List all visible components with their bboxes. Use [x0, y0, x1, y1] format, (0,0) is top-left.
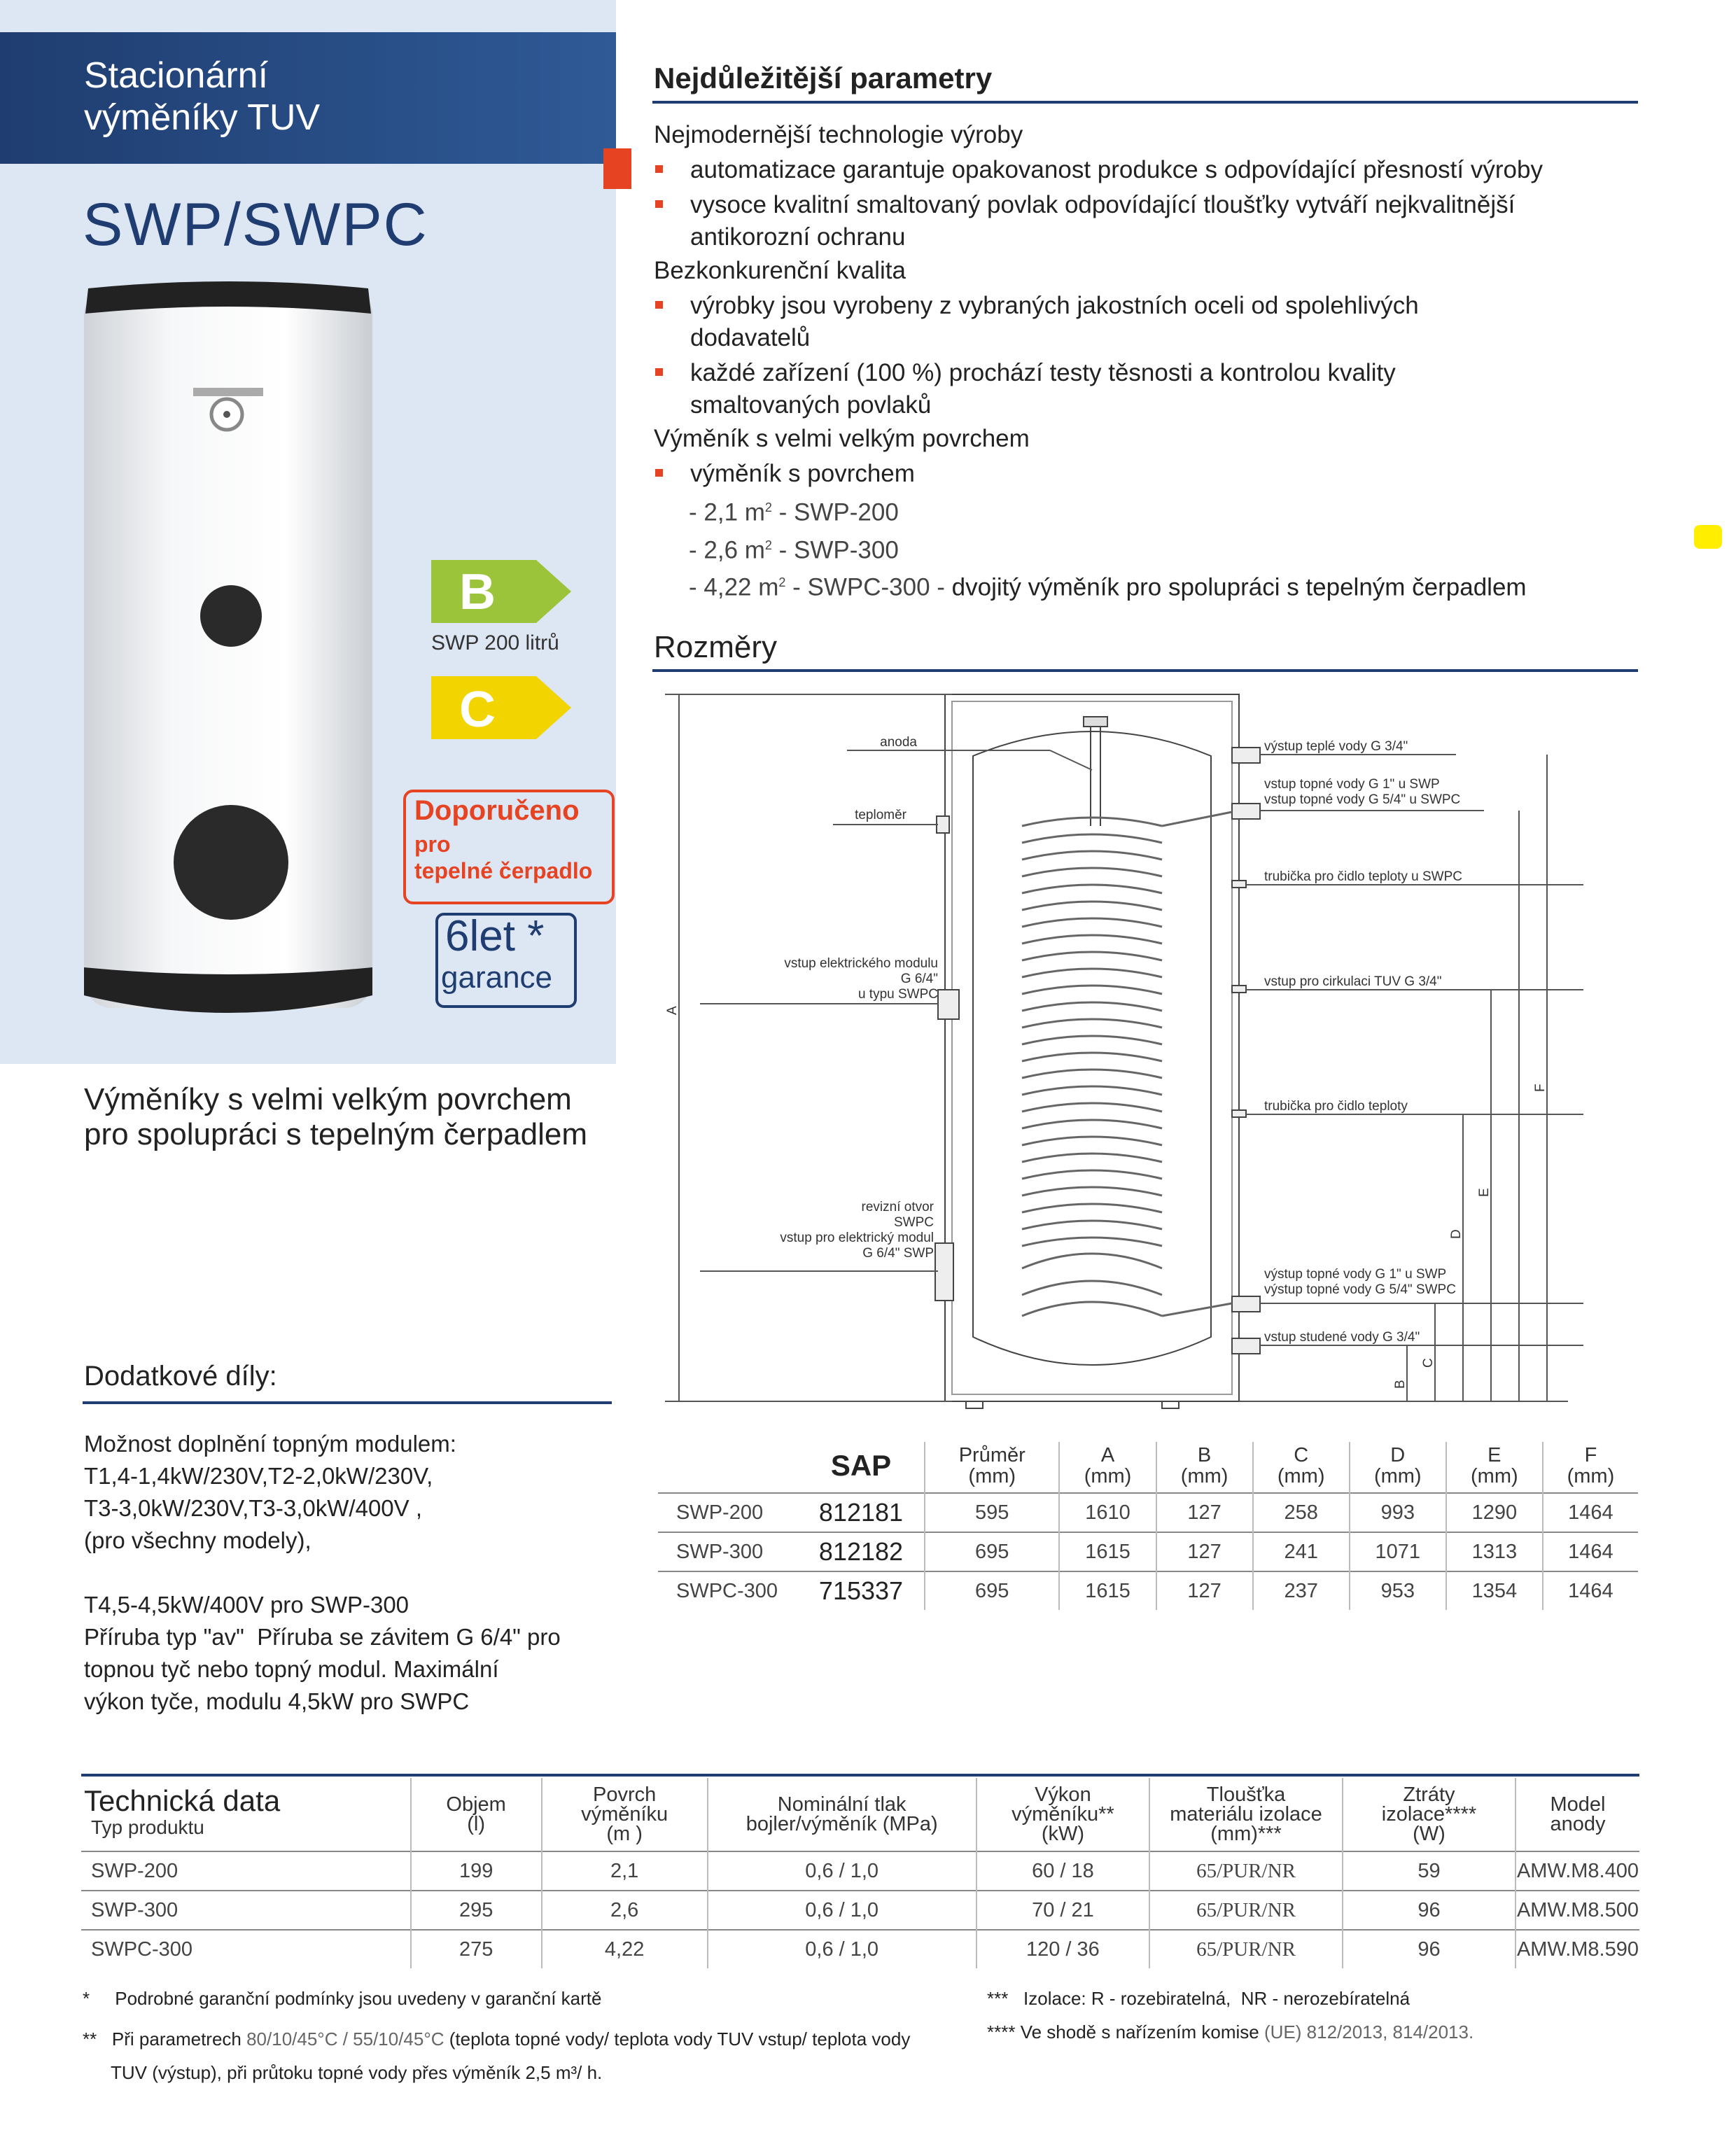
list-item: výrobky jsou vyrobeny z vybraných jakostních oceli od spolehlivých dodavatelů [654, 290, 1648, 354]
dimension-diagram [658, 686, 1652, 1414]
accessories-text [84, 1428, 561, 1718]
accessories-title: Dodatkové díly: [84, 1361, 277, 1392]
dimensions-table [658, 1442, 1638, 1610]
column-header: D (mm) [1350, 1442, 1446, 1493]
dims-divider [652, 669, 1638, 672]
footnote: * Podrobné garanční podmínky jsou uvedeny v garanční kartě [83, 1988, 602, 2009]
params-section: Bezkonkurenční kvalita [654, 257, 906, 284]
diagram-label: SWPC [894, 1215, 934, 1230]
diagram-label: vstup studené vody G 3/4" [1264, 1330, 1420, 1345]
table-row: SWPC-300 715337 695 1615 127 237 953 1354 1464 [658, 1571, 1638, 1610]
surface-item: - 4,22 $m^2$ - SWPC-300 - dvojitý výměník pro spolupráci s tepelným čerpadlem [689, 573, 1527, 601]
surface-item: - 2,1 $m^2 - SWP-200$ [689, 498, 899, 526]
column-header: A (mm) [1059, 1442, 1156, 1493]
footnote: *** Izolace: R - rozebiratelná, NR - nerozebíratelná [987, 1988, 1410, 2009]
red-accent-square [603, 148, 631, 189]
left-tagline: Výměníky s velmi velkým povrchem pro spolupráci s tepelným čerpadlem [84, 1082, 588, 1151]
column-header: Nominální tlak bojler/výměník (MPa) [708, 1778, 976, 1851]
diagram-label: vstup elektrického modulu [784, 956, 938, 971]
column-header: C (mm) [1253, 1442, 1350, 1493]
dimension-letter-d: D [1449, 1229, 1464, 1239]
table-header-row [81, 1778, 1639, 1851]
dimension-letter-f: F [1533, 1084, 1548, 1092]
column-header: Průměr (mm) [925, 1442, 1059, 1493]
diagram-label: trubička pro čidlo teploty u SWPC [1264, 869, 1463, 884]
diagram-label: revizní otvor [861, 1200, 934, 1214]
diagram-label: G 6/4" SWP [862, 1246, 934, 1261]
tech-title: Technická data [84, 1784, 281, 1817]
energy-class-b-label: B [459, 564, 496, 620]
energy-class-c-icon [431, 676, 571, 739]
diagram-label: G 6/4" [900, 972, 938, 986]
water-heater-image [81, 281, 375, 1023]
column-header: Ztráty izolace**** (W) [1343, 1778, 1516, 1851]
list-item: automatizace garantuje opakovanost produkce s odpovídající přesností výroby [654, 154, 1648, 186]
dimension-letter-c: C [1421, 1358, 1436, 1368]
energy-class-b-icon [431, 560, 571, 623]
dims-title: Rozměry [654, 630, 778, 664]
accessories-line: Možnost doplnění topným modulem: [84, 1431, 456, 1457]
list-item: výměník s povrchem [654, 458, 1648, 490]
dimension-letter-a: A [665, 1006, 680, 1015]
accessories-line: (pro všechny modely), [84, 1527, 312, 1553]
diagram-label: výstup topné vody G 1" u SWP [1264, 1267, 1447, 1282]
accessories-divider [83, 1401, 612, 1404]
logo-icon [193, 388, 263, 396]
diagram-label: výstup teplé vody G 3/4" [1264, 739, 1408, 754]
diagram-label: vstup topné vody G 1" u SWP [1264, 777, 1440, 792]
technical-data-table [81, 1778, 1639, 1968]
table-row: SWP-300 812182 695 1615 127 241 1071 1313 1464 [658, 1532, 1638, 1571]
table-row: SWP-300 295 2,6 0,6 / 1,0 70 / 21 65/PUR/NR 96 AMW.M8.500 [81, 1891, 1639, 1930]
diagram-label: anoda [880, 735, 917, 750]
dimension-letter-e: E [1477, 1188, 1492, 1197]
accessories-line: T4,5-4,5kW/400V pro SWP-300 [84, 1592, 410, 1618]
params-section: Nejmodernější technologie výroby [654, 121, 1023, 148]
category-title: Stacionární výměníky TUV [84, 55, 321, 138]
bullet-icon [655, 200, 663, 208]
bullet-icon [655, 165, 663, 173]
footnote: TUV (výstup), při průtoku topné vody přes výměník 2,5 m³/ h. [111, 2062, 603, 2083]
yellow-marker [1694, 525, 1722, 549]
diagram-label: vstup topné vody G 5/4" u SWPC [1264, 792, 1461, 807]
params-list [654, 119, 1648, 604]
warranty-label: garance [441, 960, 553, 995]
list-item: každé zařízení (100 %) prochází testy těsnosti a kontrolou kvality smaltovaných povlaků [654, 357, 1648, 421]
params-title: Nejdůležitější parametry [654, 62, 993, 94]
model-title: SWP/SWPC [83, 191, 428, 258]
dimension-letter-b: B [1393, 1380, 1408, 1389]
recommend-line-2: tepelné čerpadlo [414, 858, 593, 883]
table-row: SWP-200 199 2,1 0,6 / 1,0 60 / 18 65/PUR/NR 59 AMW.M8.400 [81, 1851, 1639, 1891]
energy-class-c-label: C [459, 682, 496, 738]
footnote: ** Při parametrech 80/10/45°C / 55/10/45°C (teplota topné vody/ teplota vody TUV vstup/ teplota vody [83, 2029, 911, 2050]
column-header: F (mm) [1543, 1442, 1638, 1493]
table-row: SWP-200 812181 595 1610 127 258 993 1290 1464 [658, 1493, 1638, 1532]
table-header-row [658, 1442, 1638, 1493]
column-header: Model anody [1516, 1778, 1639, 1851]
column-header: Typ produktu [91, 1816, 204, 1838]
recommend-title: Doporučeno [414, 795, 580, 826]
column-header: B (mm) [1156, 1442, 1253, 1493]
diagram-label: teploměr [855, 808, 906, 822]
diagram-label: výstup topné vody G 5/4" SWPC [1264, 1282, 1456, 1297]
bullet-icon [655, 301, 663, 309]
diagram-label: u typu SWPC [858, 987, 938, 1002]
accessories-line: výkon tyče, modulu 4,5kW pro SWPC [84, 1688, 470, 1714]
bullet-icon [655, 368, 663, 376]
column-header: SAP [830, 1449, 892, 1482]
diagram-label: trubička pro čidlo teploty [1264, 1099, 1408, 1114]
energy-caption: SWP 200 litrů [431, 631, 559, 654]
accessories-line: Příruba typ "av" Příruba se závitem G 6/4" pro [84, 1624, 561, 1650]
list-item: vysoce kvalitní smaltovaný povlak odpovídající tloušťky vytváří nejkvalitnější antikorozní ochranu [654, 189, 1648, 253]
params-section: Výměník s velmi velkým povrchem [654, 425, 1030, 452]
accessories-line: T3-3,0kW/230V,T3-3,0kW/400V , [84, 1495, 422, 1521]
column-header: Objem (l) [411, 1778, 542, 1851]
accessories-line: T1,4-1,4kW/230V,T2-2,0kW/230V, [84, 1463, 433, 1489]
bullet-icon [655, 469, 663, 477]
tech-divider [81, 1774, 1639, 1777]
accessories-line [84, 1557, 561, 1589]
column-header: Tloušťka materiálu izolace (mm)*** [1149, 1778, 1343, 1851]
column-header: Povrch výměníku (m ) [542, 1778, 708, 1851]
params-divider [652, 101, 1638, 104]
surface-item: - 2,6 $m^2 - SWP-300$ [689, 536, 899, 564]
table-row: SWPC-300 275 4,22 0,6 / 1,0 120 / 36 65/PUR/NR 96 AMW.M8.590 [81, 1930, 1639, 1968]
recommend-line-1: pro [414, 832, 451, 857]
footnote: **** Ve shodě s nařízením komise (UE) 812/2013, 814/2013. [987, 2022, 1474, 2043]
diagram-label: vstup pro cirkulaci TUV G 3/4" [1264, 974, 1442, 989]
accessories-line: topnou tyč nebo topný modul. Maximální [84, 1656, 499, 1682]
warranty-years: 6let * [445, 912, 545, 960]
column-header: E (mm) [1446, 1442, 1543, 1493]
diagram-label: vstup pro elektrický modul [780, 1231, 934, 1245]
column-header: Výkon výměníku** (kW) [976, 1778, 1149, 1851]
